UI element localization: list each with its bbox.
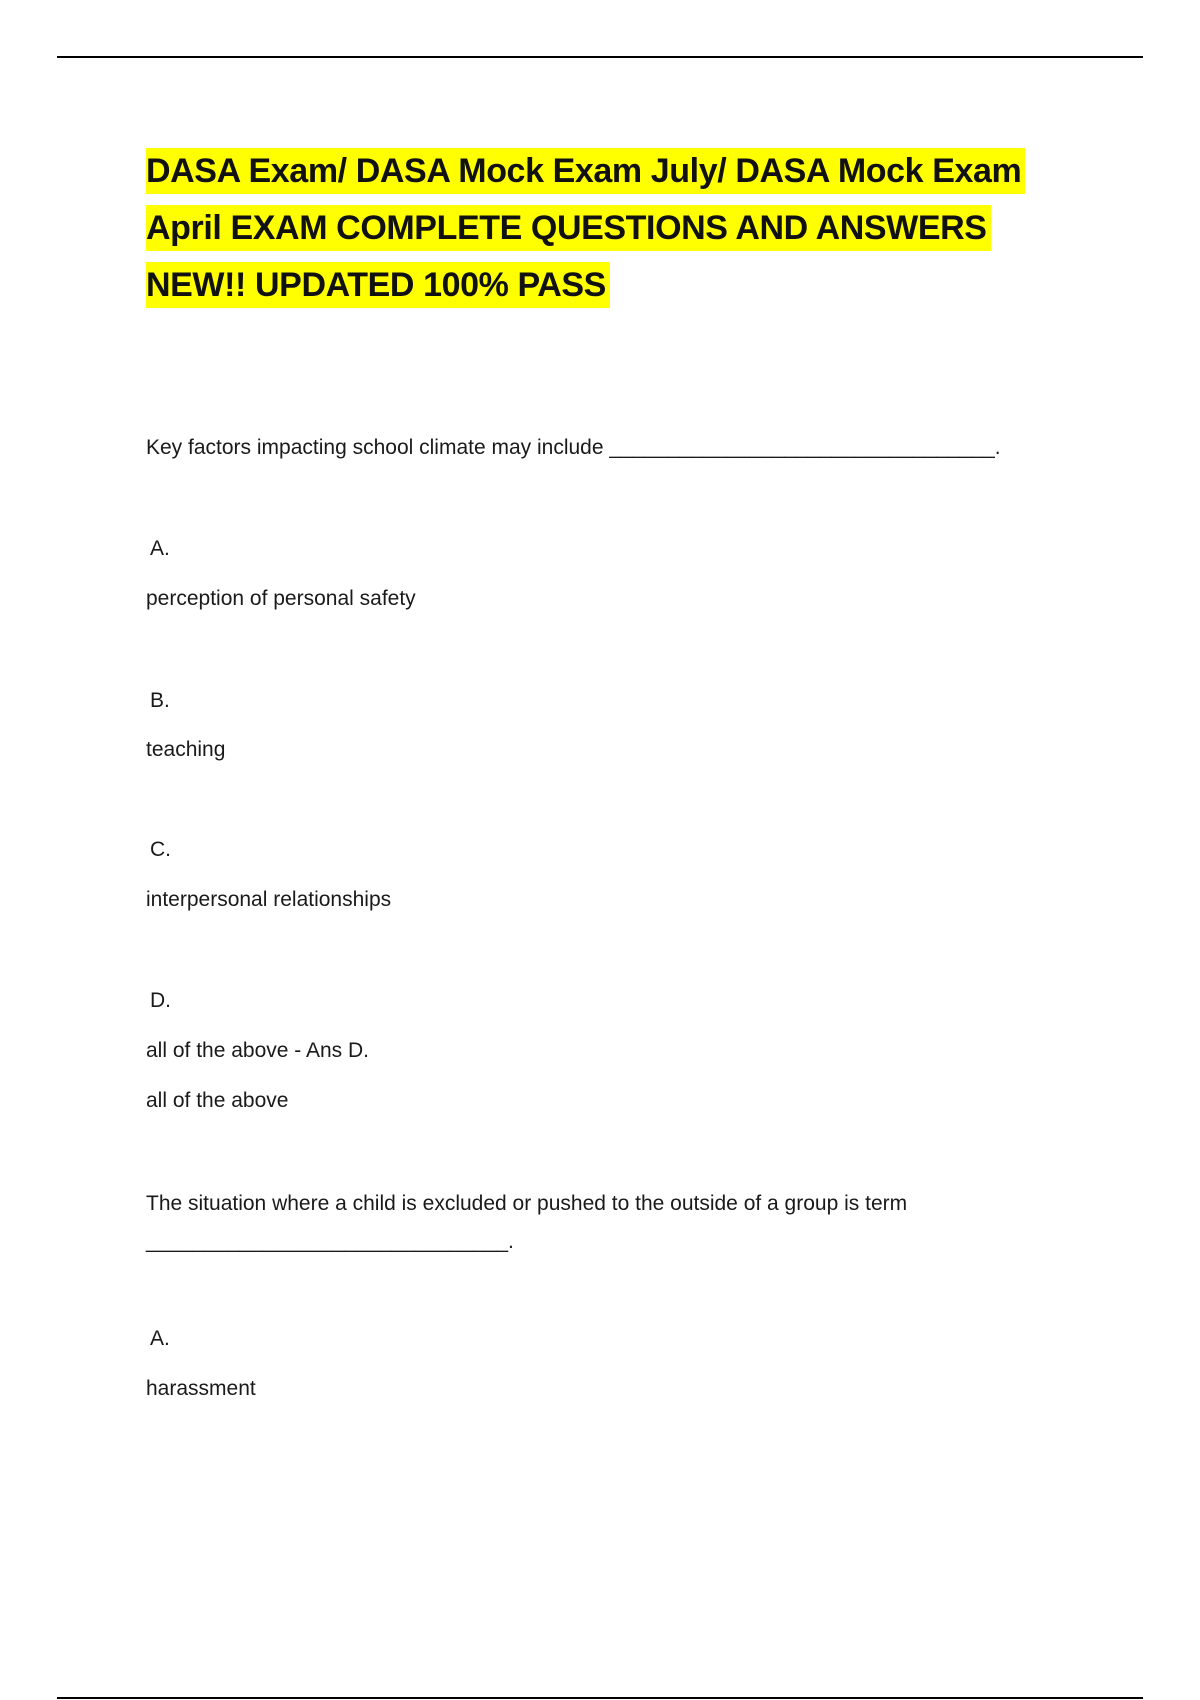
question-1-prompt: Key factors impacting school climate may include _________________________________. bbox=[146, 436, 1001, 459]
question-1-option-d-text: all of the above - Ans D. bbox=[146, 1039, 369, 1062]
question-1-option-c-text: interpersonal relationships bbox=[146, 888, 392, 911]
question-1-option-b-text: teaching bbox=[146, 738, 226, 761]
footer-rule bbox=[57, 1697, 1143, 1699]
title-line-1: DASA Exam/ DASA Mock Exam July/ DASA Mock Exam bbox=[146, 148, 1025, 194]
question-1-option-a-letter: A. bbox=[150, 537, 170, 560]
question-1-option-a-text: perception of personal safety bbox=[146, 587, 416, 610]
document-title bbox=[146, 148, 1106, 319]
question-1-answer: all of the above bbox=[146, 1089, 289, 1112]
header-rule bbox=[57, 56, 1143, 58]
question-1-option-c-letter: C. bbox=[150, 838, 171, 861]
question-2-option-a-text: harassment bbox=[146, 1377, 256, 1400]
question-1-option-b-letter: B. bbox=[150, 689, 170, 712]
title-line-2: April EXAM COMPLETE QUESTIONS AND ANSWERS bbox=[146, 205, 991, 251]
question-2-prompt-line-1: The situation where a child is excluded or pushed to the outside of a group is term bbox=[146, 1192, 908, 1215]
question-1-option-d-letter: D. bbox=[150, 989, 171, 1012]
title-line-3: NEW!! UPDATED 100% PASS bbox=[146, 262, 610, 308]
question-2-option-a-letter: A. bbox=[150, 1327, 170, 1350]
question-2-prompt-line-2: _______________________________. bbox=[146, 1230, 514, 1253]
